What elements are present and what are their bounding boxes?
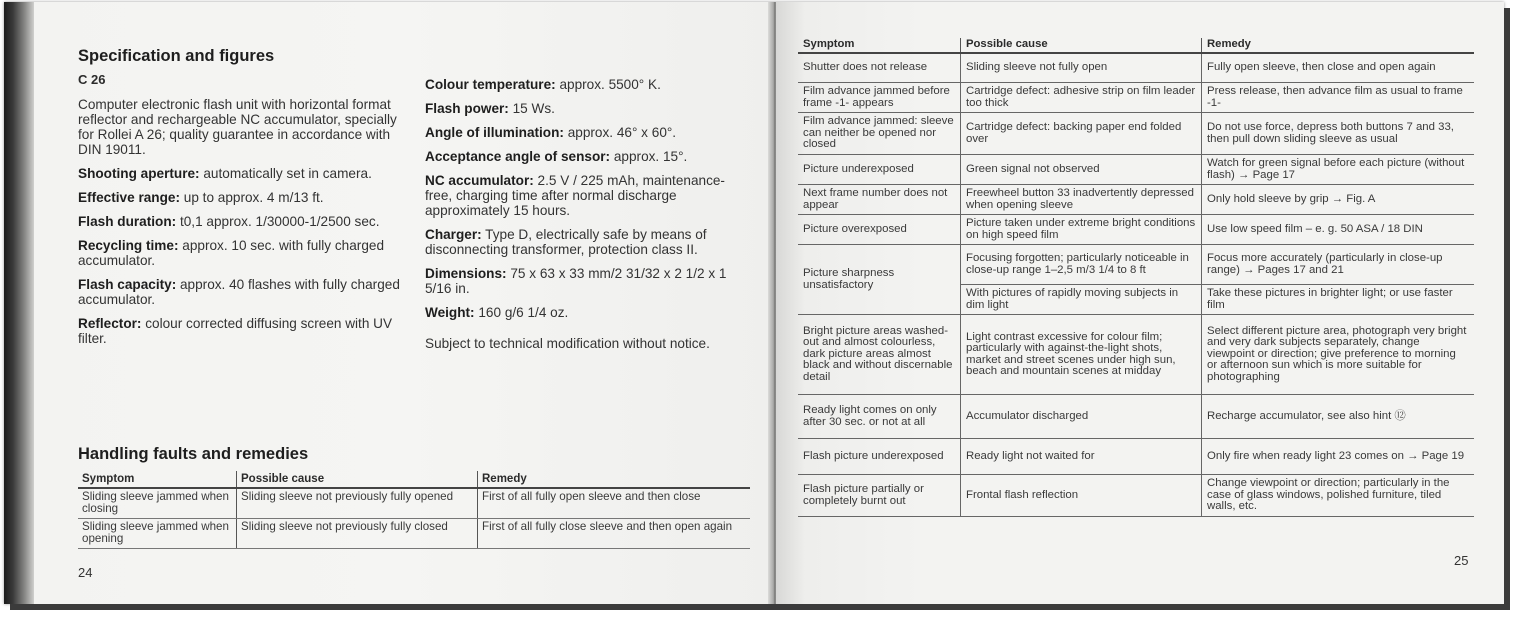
- cell-remedy: Recharge accumulator, see also hint ⑫: [1202, 395, 1475, 439]
- table-header-row: [78, 471, 750, 488]
- table-row: [798, 155, 1474, 185]
- cell-remedy: Only fire when ready light 23 comes on → Page 19: [1202, 439, 1475, 475]
- cell-cause: Light contrast excessive for colour film; particularly with against-the-light shots, market and street scenes under high sun, beach and mountain scenes at midday: [961, 315, 1202, 395]
- intro-text: Computer electronic flash unit with horizontal format reflector and rechargeable NC accumulator, specially for Rollei A 26; quality guarantee in accordance with DIN 19011.: [78, 97, 397, 157]
- table-row: [798, 53, 1474, 83]
- cell-symptom: Shutter does not release: [798, 53, 961, 83]
- spec-item: Flash power: 15 Ws.: [425, 101, 555, 116]
- spec-item: Angle of illumination: approx. 46° x 60°.: [425, 125, 677, 140]
- table-row: [798, 439, 1474, 475]
- spec-item: Recycling time: approx. 10 sec. with fully charged accumulator.: [78, 238, 385, 268]
- cell-remedy: Fully open sleeve, then close and open again: [1202, 53, 1475, 83]
- cell-remedy: Select different picture area, photograph very bright and very dark subjects separately, change viewpoint or direction; give preference to morning or afternoon sun which is more suitable for photographing: [1202, 315, 1475, 395]
- page-24: [34, 2, 772, 604]
- cell-symptom: Picture overexposed: [798, 215, 961, 245]
- cell-remedy: First of all fully close sleeve and then open again: [478, 519, 751, 549]
- faults-heading: Handling faults and remedies: [78, 445, 309, 463]
- table-row: [798, 83, 1474, 113]
- cell-cause: Ready light not waited for: [961, 439, 1202, 475]
- troubleshooting-table: [798, 38, 1474, 517]
- cell-remedy: Do not use force, depress both buttons 7 and 33, then pull down sliding sleeve as usual: [1202, 113, 1475, 155]
- cell-symptom: Film advance jammed: sleeve can neither be opened nor closed: [798, 113, 961, 155]
- spec-item: Flash capacity: approx. 40 flashes with fully charged accumulator.: [78, 277, 400, 307]
- cell-symptom: Picture underexposed: [798, 155, 961, 185]
- spec-item: Acceptance angle of sensor: approx. 15°.: [425, 149, 688, 164]
- header-cause: Possible cause: [237, 471, 478, 488]
- cell-remedy: Watch for green signal before each picture (without flash) → Page 17: [1202, 155, 1475, 185]
- faults-table: [78, 471, 750, 549]
- page-number-25: 25: [1454, 553, 1469, 568]
- header-symptom: Symptom: [78, 471, 237, 488]
- notice-text: Subject to technical modification without notice.: [425, 336, 710, 351]
- cell-symptom: Ready light comes on only after 30 sec. or not at all: [798, 395, 961, 439]
- book-binding: [4, 2, 34, 604]
- spec-item: Shooting aperture: automatically set in camera.: [78, 166, 372, 181]
- table-row: [798, 185, 1474, 215]
- cell-cause: Cartridge defect: adhesive strip on film leader too thick: [961, 83, 1202, 113]
- cell-symptom: Bright picture areas washed-out and almost colourless, dark picture areas almost black and without discernable detail: [798, 315, 961, 395]
- cell-cause: Sliding sleeve not fully open: [961, 53, 1202, 83]
- cell-cause: Frontal flash reflection: [961, 475, 1202, 517]
- cell-remedy: Only hold sleeve by grip → Fig. A: [1202, 185, 1475, 215]
- table-row: [798, 475, 1474, 517]
- spec-item: Effective range: up to approx. 4 m/13 ft.: [78, 190, 324, 205]
- table-row: [798, 215, 1474, 245]
- cell-cause: Sliding sleeve not previously fully opened: [237, 488, 478, 519]
- cell-cause: Picture taken under extreme bright conditions on high speed film: [961, 215, 1202, 245]
- spec-column-2: [425, 77, 750, 360]
- book-spread: [4, 2, 1504, 604]
- spec-heading: Specification and figures: [78, 47, 275, 65]
- table-row: [78, 519, 750, 549]
- spec-column-1: [78, 97, 400, 355]
- cell-remedy: Change viewpoint or direction; particularly in the case of glass windows, polished furniture, tiled walls, etc.: [1202, 475, 1475, 517]
- header-cause: Possible cause: [961, 38, 1202, 53]
- cell-cause: Focusing forgotten; particularly noticeable in close-up range 1–2,5 m/3 1/4 to 8 ft: [961, 245, 1202, 285]
- spec-item: NC accumulator: 2.5 V / 225 mAh, maintenance-free, charging time after normal discharge approximately 15 hours.: [425, 173, 725, 218]
- spec-item: Colour temperature: approx. 5500° K.: [425, 77, 661, 92]
- table-row: [78, 488, 750, 519]
- cell-cause: Sliding sleeve not previously fully closed: [237, 519, 478, 549]
- header-remedy: Remedy: [478, 471, 751, 488]
- cell-remedy: Take these pictures in brighter light; or use faster film: [1202, 285, 1475, 315]
- table-header-row: [798, 38, 1474, 53]
- cell-remedy: Press release, then advance film as usual to frame -1-: [1202, 83, 1475, 113]
- page-25: [776, 2, 1504, 604]
- cell-remedy: First of all fully open sleeve and then close: [478, 488, 751, 519]
- header-symptom: Symptom: [798, 38, 961, 53]
- cell-cause: Freewheel button 33 inadvertently depressed when opening sleeve: [961, 185, 1202, 215]
- header-remedy: Remedy: [1202, 38, 1475, 53]
- cell-symptom: Flash picture underexposed: [798, 439, 961, 475]
- model-name: C 26: [78, 72, 106, 87]
- cell-cause: Accumulator discharged: [961, 395, 1202, 439]
- cell-remedy: Use low speed film – e. g. 50 ASA / 18 DIN: [1202, 215, 1475, 245]
- spec-item: Weight: 160 g/6 1/4 oz.: [425, 305, 569, 320]
- cell-cause: Green signal not observed: [961, 155, 1202, 185]
- cell-symptom: Picture sharpness unsatisfactory: [798, 245, 961, 315]
- cell-remedy: Focus more accurately (particularly in close-up range) → Pages 17 and 21: [1202, 245, 1475, 285]
- spec-item: Reflector: colour corrected diffusing screen with UV filter.: [78, 316, 393, 346]
- table-row: [798, 113, 1474, 155]
- cell-symptom: Sliding sleeve jammed when opening: [78, 519, 237, 549]
- table-row: [798, 395, 1474, 439]
- cell-cause: Cartridge defect: backing paper end folded over: [961, 113, 1202, 155]
- cell-symptom: Flash picture partially or completely burnt out: [798, 475, 961, 517]
- table-row: [798, 315, 1474, 395]
- spec-item: Dimensions: 75 x 63 x 33 mm/2 31/32 x 2 1/2 x 1 5/16 in.: [425, 266, 727, 296]
- cell-cause: With pictures of rapidly moving subjects in dim light: [961, 285, 1202, 315]
- cell-symptom: Sliding sleeve jammed when closing: [78, 488, 237, 519]
- page-number-24: 24: [78, 565, 93, 580]
- table-row: [798, 245, 1474, 285]
- spec-item: Flash duration: t0,1 approx. 1/30000-1/2500 sec.: [78, 214, 380, 229]
- spec-item: Charger: Type D, electrically safe by means of disconnecting transformer, protection class II.: [425, 227, 707, 257]
- cell-symptom: Next frame number does not appear: [798, 185, 961, 215]
- cell-symptom: Film advance jammed before frame -1- appears: [798, 83, 961, 113]
